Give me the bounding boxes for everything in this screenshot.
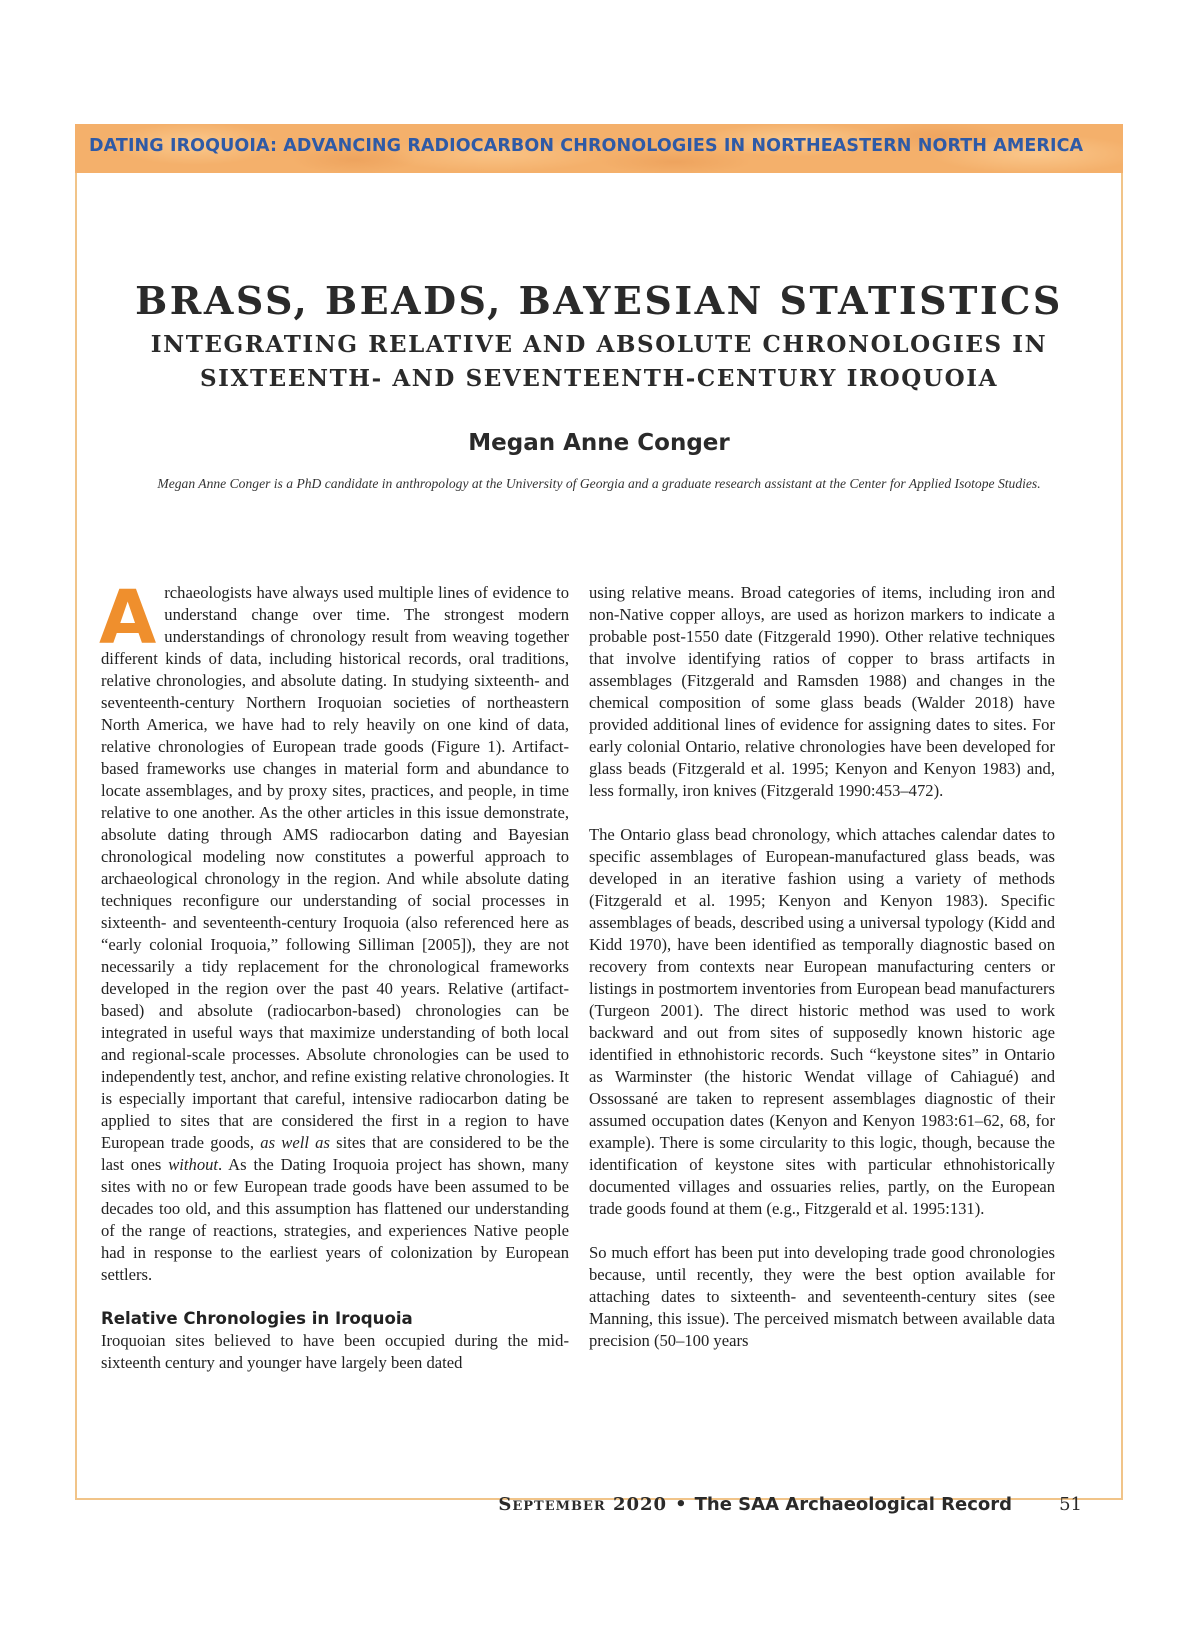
paragraph-bead-chronology: The Ontario glass bead chronology, which attaches calendar dates to specific assemblages of European-manufactured glass beads, was developed in an iterative fashion using a variety of methods (Fitzgerald et al. 1995; Kenyon and Kenyon 1983). Specific assemblages of beads, described using a universal typology (Kidd and Kidd 1970), have been identified as temporally diagnostic based on recovery from contexts near European manufacturing centers or listings in postmortem inventories from European bead manufacturers (Turgeon 2001). The direct historic method was used to work backward and out from sites of supposedly known historic age identified in ethnohistoric records. Such “keystone sites” in Ontario as Warminster (the historic Wendat village of Cahiagué) and Ossossané are taken to represent assemblages diagnostic of their assumed occupation dates (Kenyon and Kenyon 1983:61–62, 68, for example). There is some circularity to this logic, though, because the identification of keystone sites with particular ethnohistorically documented villages and ossuaries relies, partly, on the European trade goods found at them (e.g., Fitzgerald et al. 1995:131). bbox=[589, 825, 1055, 1218]
footer-journal-name: The SAA Archaeological Record bbox=[694, 1494, 1012, 1515]
intro-emphasis-1: as well as bbox=[260, 1133, 330, 1152]
paragraph-intro bbox=[99, 575, 569, 1286]
footer-issue-date: September 2020 bbox=[498, 1494, 668, 1515]
paragraph-trade-goods: So much effort has been put into developing trade good chronologies because, until recently, they were the best option available for attaching dates to sixteenth- and seventeenth-century sites (see Manning, this issue). The perceived mismatch between available data precision (50–100 years bbox=[589, 1243, 1055, 1350]
intro-text-1: rchaeologists have always used multiple lines of evidence to understand change over time. The strongest modern understandings of chronology result from weaving together different kinds of data, including historical records, oral traditions, relative chronologies, and absolute dating. In studying sixteenth- and seventeenth-century Northern Iroquoian societies of northeastern North America, we have had to rely heavily on one kind of data, relative chronologies of European trade goods (Figure 1). Artifact-based frameworks use changes in material form and abundance to locate assemblages, and by proxy sites, practices, and people, in time relative to one another. As the other articles in this issue demonstrate, absolute dating through AMS radiocarbon dating and Bayesian chronological modeling now constitutes a powerful approach to archaeological chronology in the region. And while absolute dating techniques reconfigure our understanding of social processes in sixteenth- and seventeenth-century Iroquoia (also referenced here as “early colonial Iroquoia,” following Silliman [2005]), they are not necessarily a tidy replacement for the chronological frameworks developed in the region over the past 40 years. Relative (artifact-based) and absolute (radiocarbon-based) chronologies can be integrated in useful ways that maximize understanding of both local and regional-scale processes. Absolute chronologies can be used to independently test, anchor, and refine existing relative chronologies. It is especially important that careful, intensive radiocarbon dating be applied to sites that are considered the first in a region to have European trade goods, bbox=[101, 583, 569, 1152]
paragraph-relative-start: Iroquoian sites believed to have been occupied during the mid-sixteenth century and younger have largely been dated bbox=[101, 1331, 569, 1372]
intro-text-2: sites that are considered to be the last ones bbox=[101, 1133, 569, 1174]
subtitle-line-2: SIXTEENTH- AND SEVENTEENTH-CENTURY IROQUOIA bbox=[199, 365, 999, 392]
footer-separator: • bbox=[675, 1494, 687, 1515]
author-affiliation: Megan Anne Conger is a PhD candidate in anthropology at the University of Georgia and a graduate research assistant at the Center for Applied Isotope Studies. bbox=[157, 476, 1041, 491]
page-number: 51 bbox=[1059, 1494, 1082, 1515]
subtitle-line-1: INTEGRATING RELATIVE AND ABSOLUTE CHRONOLOGIES IN bbox=[150, 331, 1048, 358]
article-title: BRASS, BEADS, BAYESIAN STATISTICS bbox=[135, 278, 1063, 323]
body-column-right bbox=[589, 582, 1055, 1352]
paragraph-relative-cont: using relative means. Broad categories of items, including iron and non-Native copper alloys, are used as horizon markers to indicate a probable post-1550 date (Fitzgerald 1990). Other relative techniques that involve identifying ratios of copper to brass artifacts in assemblages (Fitzgerald and Ramsden 1988) and changes in the chemical composition of some glass beads (Walder 2018) have provided additional lines of evidence for assigning dates to sites. For early colonial Ontario, relative chronologies have been developed for glass beads (Fitzgerald et al. 1995; Kenyon and Kenyon 1983) and, less formally, iron knives (Fitzgerald 1990:453–472). bbox=[589, 583, 1055, 800]
section-heading: Relative Chronologies in Iroquoia bbox=[101, 1309, 413, 1328]
drop-cap: A bbox=[99, 575, 157, 661]
intro-emphasis-2: without bbox=[168, 1155, 219, 1174]
series-banner bbox=[75, 124, 1123, 173]
author-name: Megan Anne Conger bbox=[468, 430, 730, 456]
article-subtitle bbox=[75, 328, 1123, 396]
series-banner-text: DATING IROQUOIA: ADVANCING RADIOCARBON CHRONOLOGIES IN NORTHEASTERN NORTH AMERICA bbox=[89, 136, 1084, 156]
running-footer bbox=[498, 1494, 1012, 1515]
intro-text-3: . As the Dating Iroquoia project has shown, many sites with no or few European trade goods have been assumed to be decades too old, and this assumption has flattened our understanding of the range of reactions, strategies, and experiences Native people had in response to the earliest years of colonization by European settlers. bbox=[101, 1155, 569, 1284]
body-column-left bbox=[99, 575, 569, 1374]
